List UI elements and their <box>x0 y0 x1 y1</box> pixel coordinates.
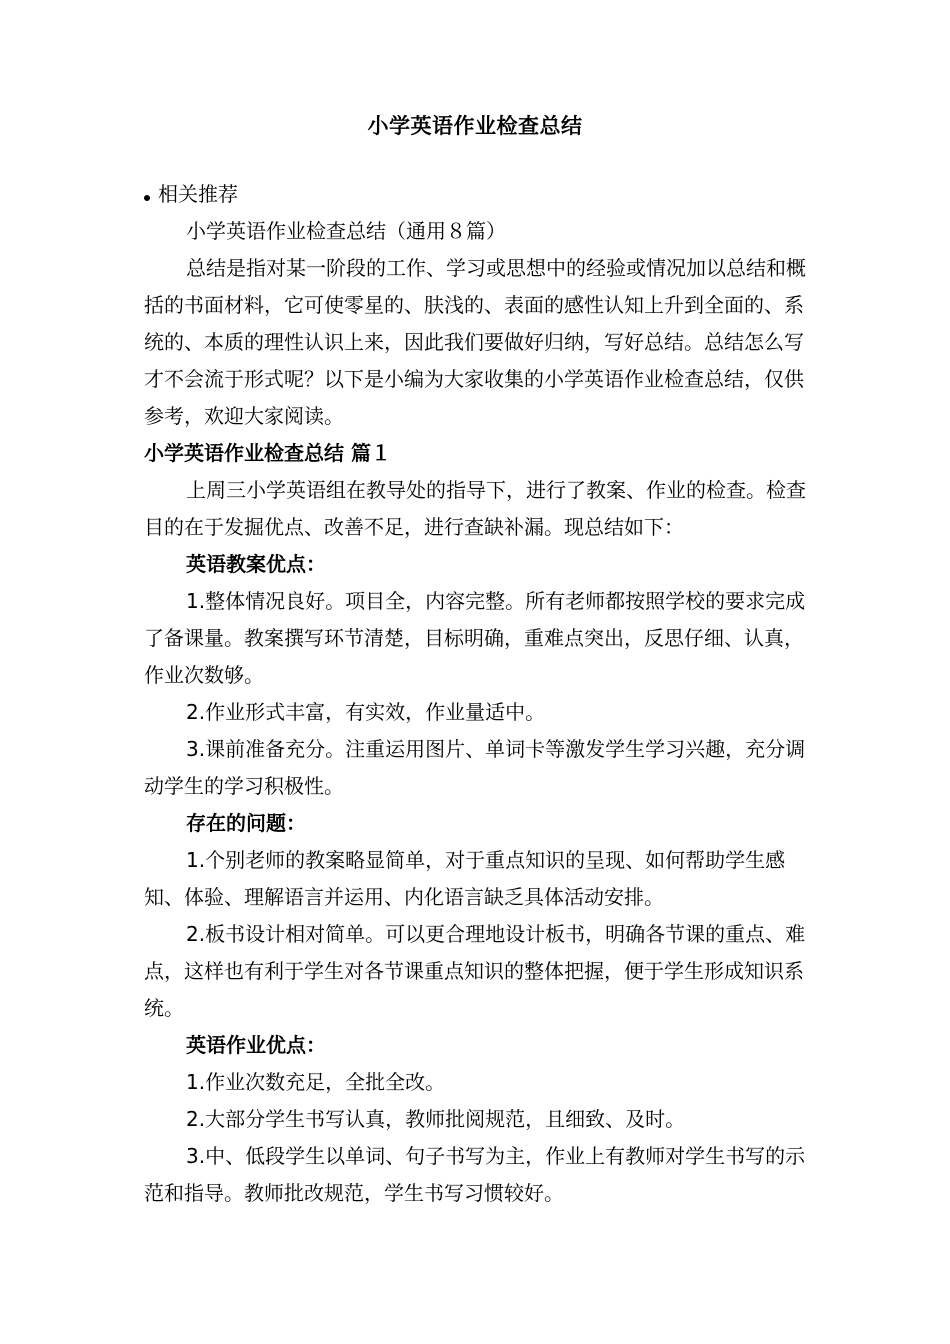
problem-point: 1.个别老师的教案略显简单，对于重点知识的呈现、如何帮助学生感知、体验、理解语言并运用、内化语言缺乏具体活动安排。 <box>144 848 786 909</box>
homework-point: 2.大部分学生书写认真，教师批阅规范，且细致、及时。 <box>186 1107 686 1131</box>
homework-heading: 英语作业优点： <box>186 1033 326 1057</box>
homework-point: 3.中、低段学生以单词、句子书写为主，作业上有教师对学生书写的示范和指导。教师批改规范，学生书写习惯较好。 <box>144 1144 806 1205</box>
intro-paragraph: 总结是指对某一阶段的工作、学习或思想中的经验或情况加以总结和概括的书面材料，它可使零星的、肤浅的、表面的感性认知上升到全面的、系统的、本质的理性认识上来，因此我们要做好归纳，写好总结。总结怎么写才不会流于形式呢？以下是小编为大家收集的小学英语作业检查总结，仅供参考，欢迎大家阅读。 <box>144 256 806 428</box>
document-subtitle: 小学英语作业检查总结（通用８篇） <box>186 219 506 243</box>
bullet-icon <box>144 195 150 201</box>
document-body <box>144 176 810 1212</box>
section-heading: 小学英语作业检查总结 篇１ <box>144 441 391 465</box>
lesson-plan-point: 2.作业形式丰富，有实效，作业量适中。 <box>186 700 546 724</box>
document-title: 小学英语作业检查总结 <box>367 114 583 138</box>
problems-heading: 存在的问题： <box>186 811 306 835</box>
lesson-plan-point: 3.课前准备充分。注重运用图片、单词卡等激发学生学习兴趣，充分调动学生的学习积极性。 <box>144 737 806 798</box>
lesson-plan-point: 1.整体情况良好。项目全，内容完整。所有老师都按照学校的要求完成了备课量。教案撰写环节清楚，目标明确，重难点突出，反思仔细、认真，作业次数够。 <box>144 589 806 687</box>
problem-point: 2.板书设计相对简单。可以更合理地设计板书，明确各节课的重点、难点，这样也有利于学生对各节课重点知识的整体把握，便于学生形成知识系统。 <box>144 922 806 1020</box>
related-label: 相关推荐 <box>158 182 238 206</box>
related-recommendation[interactable] <box>144 176 810 213</box>
lesson-plan-heading: 英语教案优点： <box>186 552 326 576</box>
homework-point: 1.作业次数充足，全批全改。 <box>186 1070 446 1094</box>
section-intro-paragraph: 上周三小学英语组在教导处的指导下，进行了教案、作业的检查。检查目的在于发掘优点、改善不足，进行查缺补漏。现总结如下： <box>144 478 806 539</box>
